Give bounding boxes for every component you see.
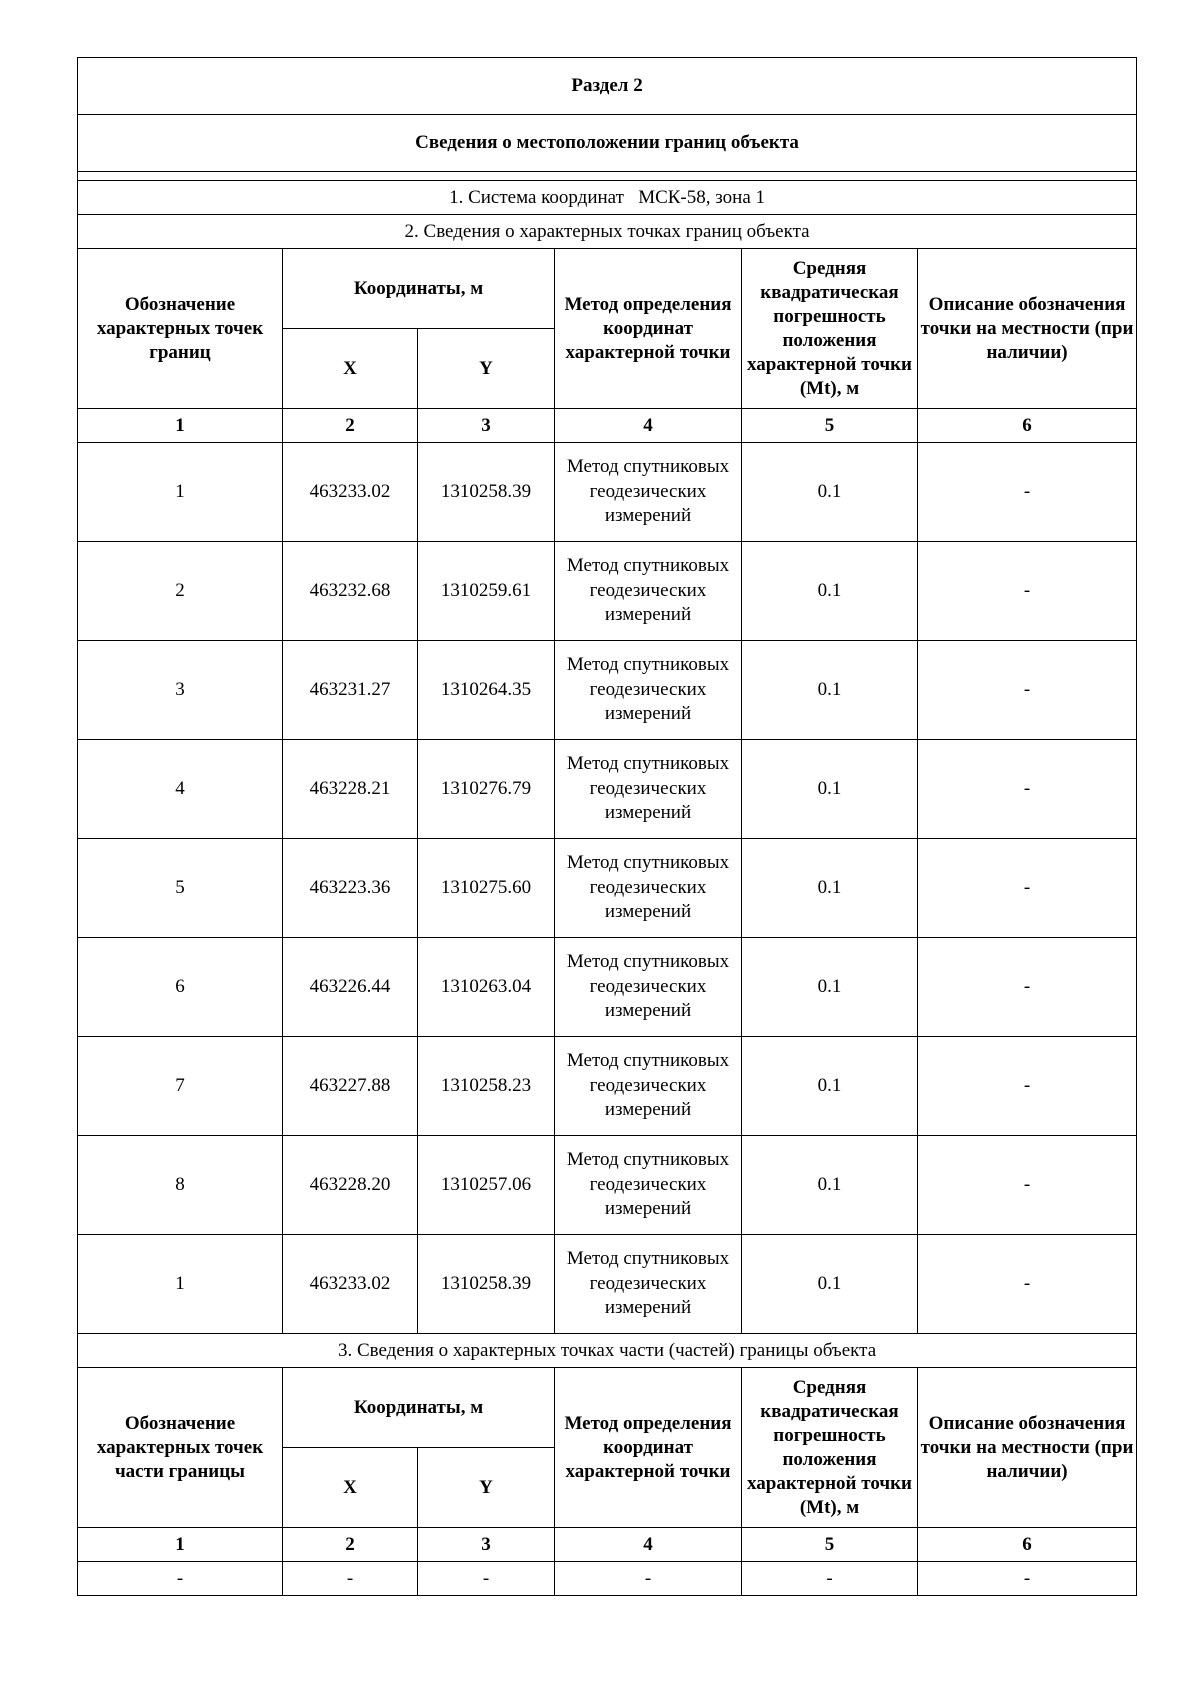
point-id: 4 (78, 740, 283, 839)
header-description: Описание обозначения точки на местности (при наличии) (918, 249, 1137, 409)
table-row (78, 938, 1137, 1037)
header-method: Метод определения координат характерной точки (555, 249, 742, 409)
column-number: 1 (78, 1528, 283, 1562)
description-value: - (918, 1037, 1137, 1136)
coord-x: - (283, 1562, 418, 1596)
error-value: 0.1 (742, 542, 918, 641)
method-text: Метод спутниковых геодезических измерений (566, 1248, 730, 1319)
points-section-label: 2. Сведения о характерных точках границ объекта (78, 215, 1137, 249)
header-coordinates: Координаты, м (283, 249, 555, 329)
description-value: - (918, 1136, 1137, 1235)
header-x: X (283, 329, 418, 409)
header-y: Y (418, 329, 555, 409)
parts-header-x: X (283, 1448, 418, 1528)
parts-header-designation: Обозначение характерных точек части границы (78, 1368, 283, 1528)
coord-y: 1310276.79 (418, 740, 555, 839)
column-number: 2 (283, 409, 418, 443)
error-value: - (742, 1562, 918, 1596)
description-value: - (918, 542, 1137, 641)
parts-header-coordinates: Координаты, м (283, 1368, 555, 1448)
description-value: - (918, 1562, 1137, 1596)
method-text: Метод спутниковых геодезических измерений (566, 852, 730, 923)
coord-x: 463227.88 (283, 1037, 418, 1136)
coord-y: 1310258.23 (418, 1037, 555, 1136)
error-value: 0.1 (742, 839, 918, 938)
method-text: Метод спутниковых геодезических измерений (566, 456, 730, 527)
column-number: 2 (283, 1528, 418, 1562)
point-id: 8 (78, 1136, 283, 1235)
coord-y: 1310275.60 (418, 839, 555, 938)
coord-system-label: 1. Система координат (449, 186, 624, 208)
method-text: Метод спутниковых геодезических измерений (566, 1050, 730, 1121)
method-text: Метод спутниковых геодезических измерений (566, 654, 730, 725)
method-text: Метод спутниковых геодезических измерений (566, 951, 730, 1022)
coord-y: 1310264.35 (418, 641, 555, 740)
description-value: - (918, 443, 1137, 542)
boundary-table (77, 57, 1137, 1596)
parts-header-error: Средняя квадратическая погрешность положения характерной точки (Mt), м (742, 1368, 918, 1528)
table-row (78, 1562, 1137, 1596)
error-value: 0.1 (742, 1136, 918, 1235)
coord-y: 1310263.04 (418, 938, 555, 1037)
method-cell (555, 1235, 742, 1334)
point-id: 3 (78, 641, 283, 740)
coord-y: 1310257.06 (418, 1136, 555, 1235)
method-text: Метод спутниковых геодезических измерений (566, 753, 730, 824)
error-value: 0.1 (742, 641, 918, 740)
method-cell: - (555, 1562, 742, 1596)
point-id: 6 (78, 938, 283, 1037)
method-cell (555, 1136, 742, 1235)
coord-y: 1310258.39 (418, 1235, 555, 1334)
column-number: 4 (555, 409, 742, 443)
coord-system-row (78, 181, 1137, 215)
column-number: 5 (742, 409, 918, 443)
section-subtitle: Сведения о местоположении границ объекта (78, 115, 1137, 172)
column-number: 6 (918, 1528, 1137, 1562)
coord-y: - (418, 1562, 555, 1596)
description-value: - (918, 641, 1137, 740)
method-text: Метод спутниковых геодезических измерений (566, 555, 730, 626)
column-number: 4 (555, 1528, 742, 1562)
column-number: 5 (742, 1528, 918, 1562)
table-row (78, 542, 1137, 641)
method-cell (555, 641, 742, 740)
description-value: - (918, 1235, 1137, 1334)
error-value: 0.1 (742, 443, 918, 542)
method-cell (555, 443, 742, 542)
coord-x: 463231.27 (283, 641, 418, 740)
point-id: 1 (78, 1235, 283, 1334)
error-value: 0.1 (742, 938, 918, 1037)
error-value: 0.1 (742, 1235, 918, 1334)
header-error: Средняя квадратическая погрешность положения характерной точки (Mt), м (742, 249, 918, 409)
parts-header-description: Описание обозначения точки на местности (при наличии) (918, 1368, 1137, 1528)
coord-x: 463228.21 (283, 740, 418, 839)
coord-x: 463233.02 (283, 1235, 418, 1334)
column-number: 3 (418, 409, 555, 443)
table-row (78, 1136, 1137, 1235)
description-value: - (918, 740, 1137, 839)
point-id: - (78, 1562, 283, 1596)
point-id: 1 (78, 443, 283, 542)
table-row (78, 839, 1137, 938)
coord-x: 463228.20 (283, 1136, 418, 1235)
method-cell (555, 938, 742, 1037)
coord-x: 463223.36 (283, 839, 418, 938)
description-value: - (918, 938, 1137, 1037)
error-value: 0.1 (742, 740, 918, 839)
column-number: 3 (418, 1528, 555, 1562)
spacer-row (78, 172, 1137, 181)
method-cell (555, 839, 742, 938)
error-value: 0.1 (742, 1037, 918, 1136)
table-row (78, 1037, 1137, 1136)
coord-y: 1310259.61 (418, 542, 555, 641)
point-id: 2 (78, 542, 283, 641)
header-designation: Обозначение характерных точек границ (78, 249, 283, 409)
table-row (78, 740, 1137, 839)
method-cell (555, 1037, 742, 1136)
table-row (78, 641, 1137, 740)
point-id: 5 (78, 839, 283, 938)
parts-header-y: Y (418, 1448, 555, 1528)
coord-x: 463232.68 (283, 542, 418, 641)
point-id: 7 (78, 1037, 283, 1136)
coord-x: 463233.02 (283, 443, 418, 542)
method-text: Метод спутниковых геодезических измерений (566, 1149, 730, 1220)
parts-header-method: Метод определения координат характерной точки (555, 1368, 742, 1528)
table-row (78, 1235, 1137, 1334)
section-title: Раздел 2 (78, 58, 1137, 115)
method-cell (555, 740, 742, 839)
parts-section-label: 3. Сведения о характерных точках части (частей) границы объекта (78, 1334, 1137, 1368)
coord-y: 1310258.39 (418, 443, 555, 542)
table-row (78, 443, 1137, 542)
description-value: - (918, 839, 1137, 938)
coord-system-value: МСК-58, зона 1 (638, 186, 765, 208)
method-cell (555, 542, 742, 641)
coord-x: 463226.44 (283, 938, 418, 1037)
column-number: 1 (78, 409, 283, 443)
column-number: 6 (918, 409, 1137, 443)
document-page (77, 57, 1136, 1596)
